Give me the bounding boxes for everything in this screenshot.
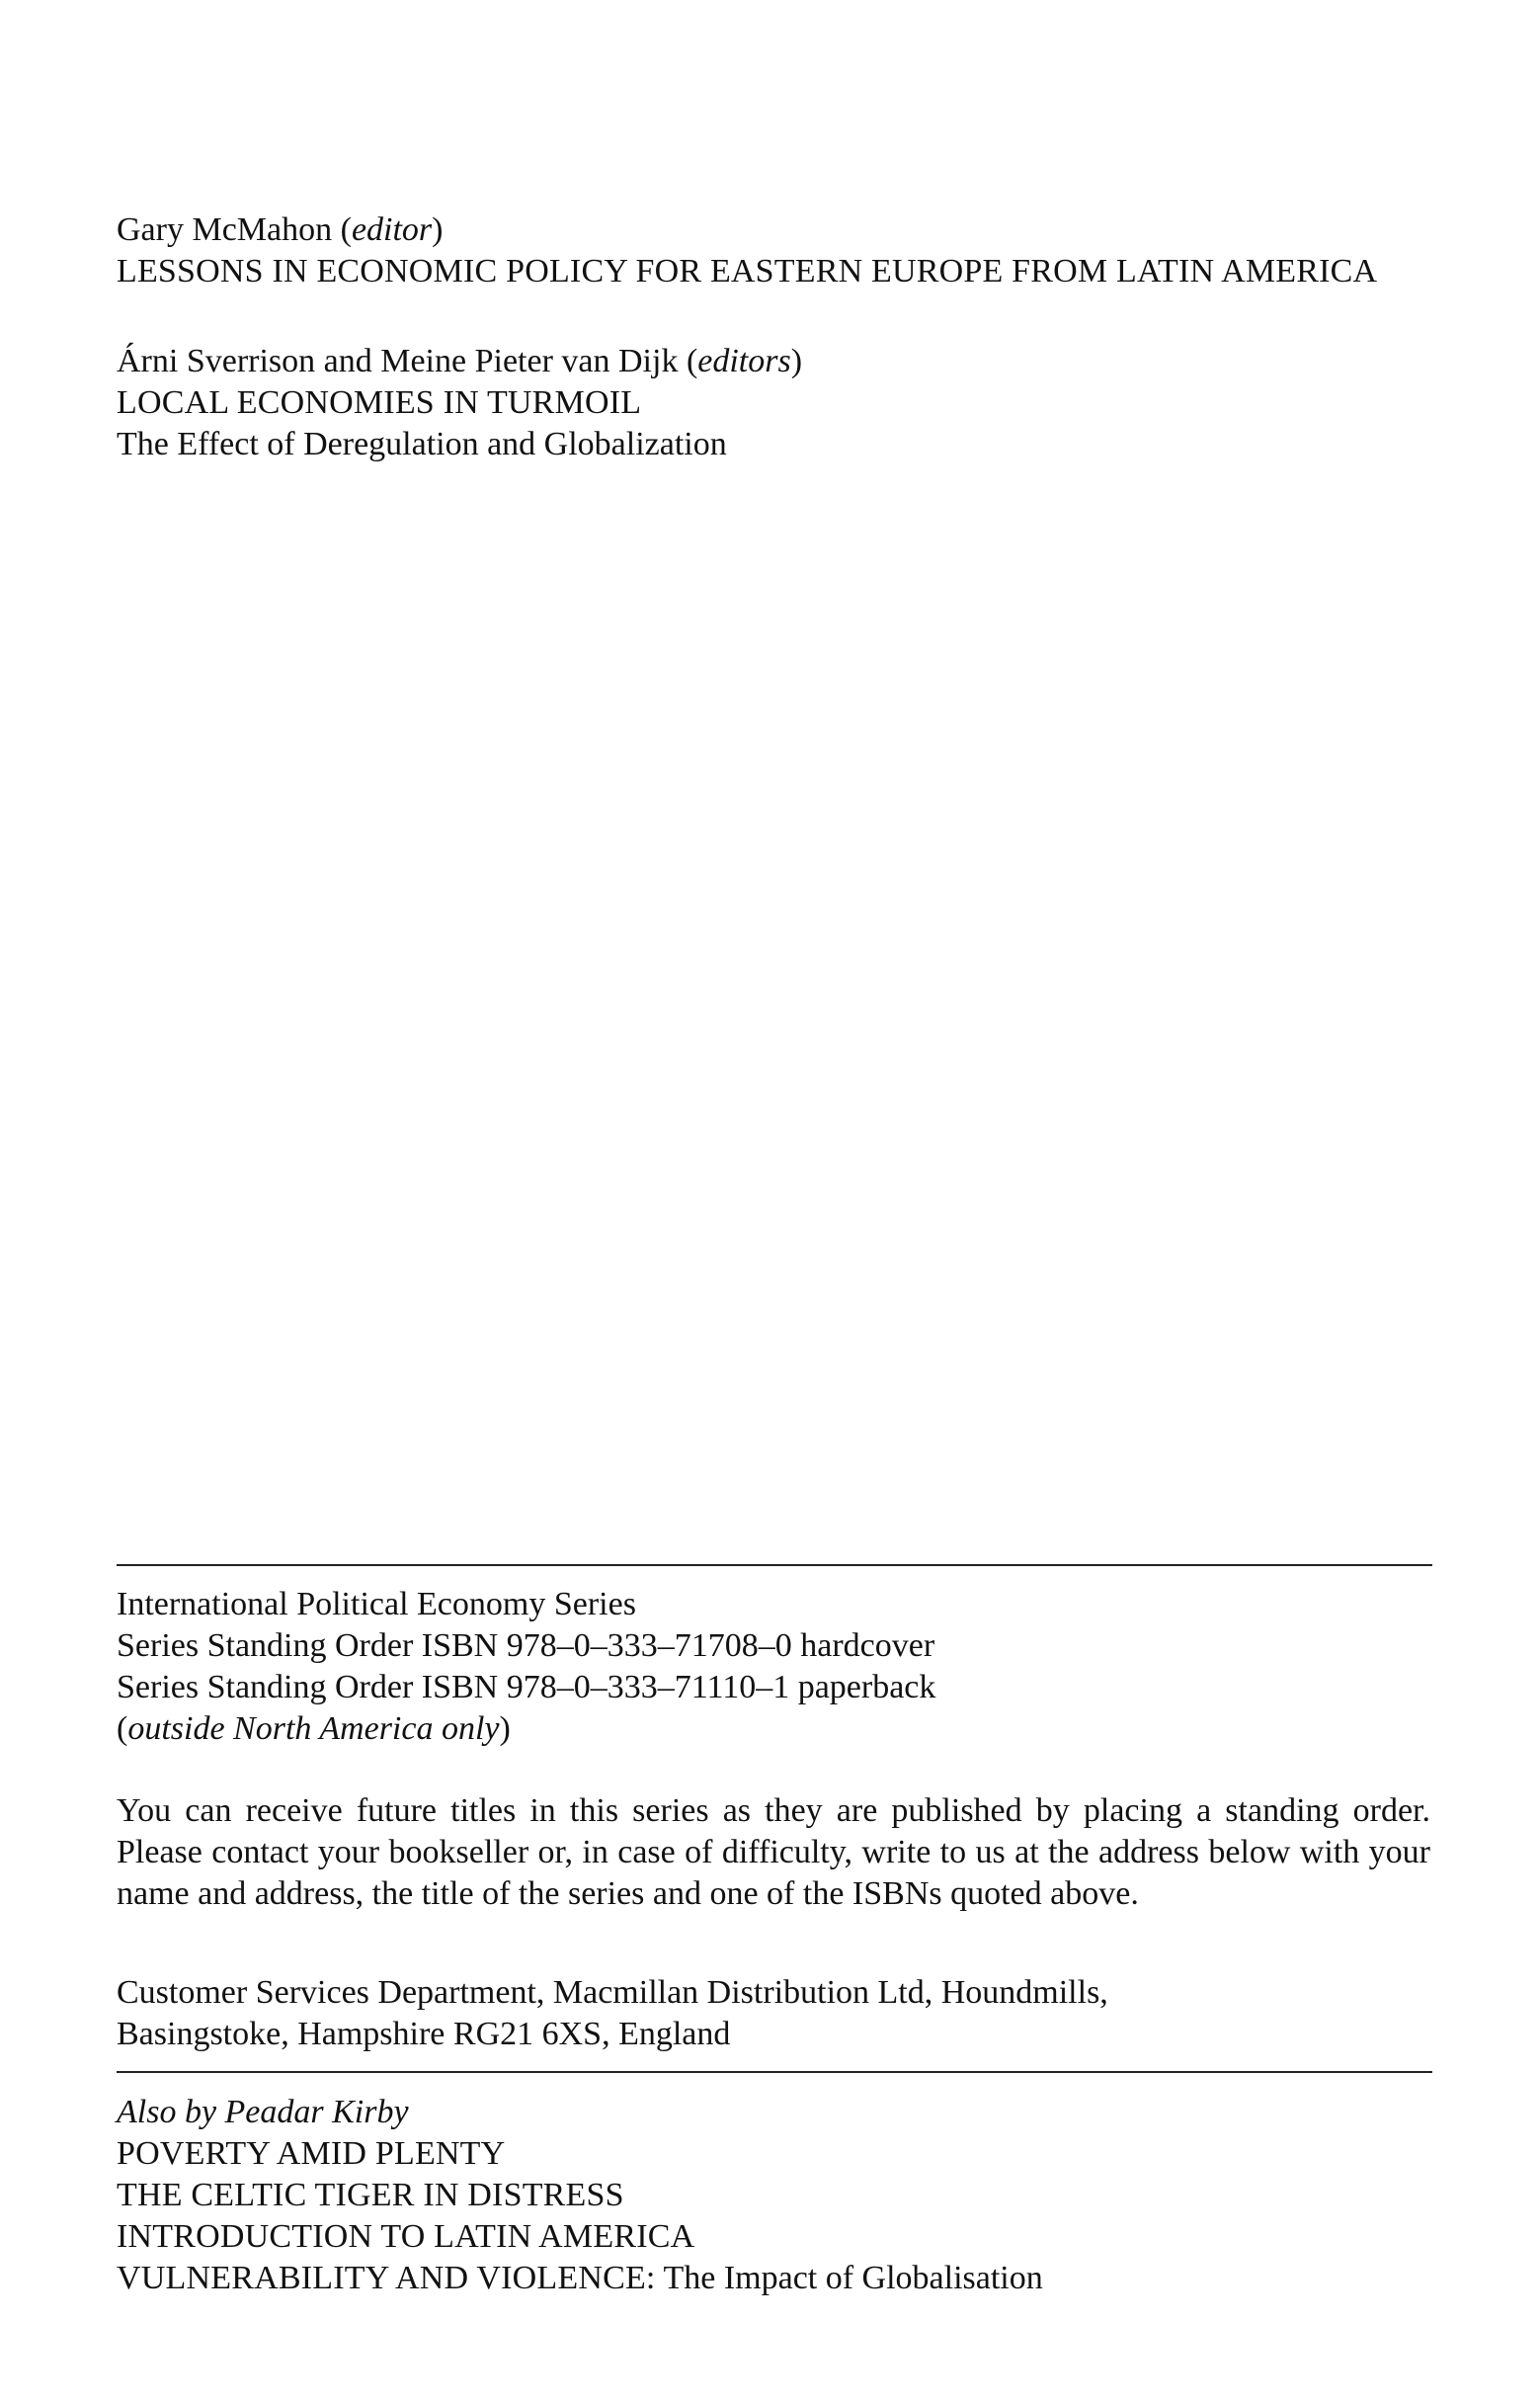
also-by-title-rest: The Impact of Globalisation: [663, 2260, 1043, 2296]
entry-title: LESSONS IN ECONOMIC POLICY FOR EASTERN EUROPE FROM LATIN AMERICA: [117, 253, 1378, 290]
series-info: [117, 1584, 1430, 1750]
address-block: [117, 1972, 1430, 2055]
address-line-2: Basingstoke, Hampshire RG21 6XS, England: [117, 2016, 731, 2052]
divider-top: [117, 1564, 1432, 1566]
also-by-title-last: [117, 2258, 1430, 2299]
also-by-heading: Also by Peadar Kirby: [117, 2094, 409, 2130]
series-name: International Political Economy Series: [117, 1586, 636, 1622]
entry-author-line: Gary McMahon (editor): [117, 211, 444, 248]
also-by-title-caps: VULNERABILITY AND VIOLENCE:: [117, 2260, 656, 2296]
series-isbn-hardcover: Series Standing Order ISBN 978–0–333–71708–0 hardcover: [117, 1627, 935, 1664]
address-line-1: Customer Services Department, Macmillan Distribution Ltd, Houndmills,: [117, 1974, 1108, 2011]
also-by-section: [117, 2092, 1430, 2299]
entry-author: Árni Sverrison and Meine Pieter van Dijk: [117, 343, 679, 379]
also-by-title: INTRODUCTION TO LATIN AMERICA: [117, 2218, 695, 2255]
series-isbn-paperback: Series Standing Order ISBN 978–0–333–71110–1 paperback: [117, 1669, 936, 1705]
entry-mcmahon: [117, 209, 1430, 292]
entry-role: editors: [697, 343, 791, 379]
series-region-line: (outside North America only): [117, 1710, 511, 1747]
entry-role: editor: [351, 211, 433, 248]
also-by-title: POVERTY AMID PLENTY: [117, 2135, 506, 2172]
entry-subtitle: The Effect of Deregulation and Globalization: [117, 426, 727, 462]
series-region-note: outside North America only: [127, 1710, 500, 1747]
divider-bottom: [117, 2071, 1432, 2073]
also-by-title: THE CELTIC TIGER IN DISTRESS: [117, 2177, 624, 2213]
entry-author: Gary McMahon: [117, 211, 333, 248]
entry-author-line: Árni Sverrison and Meine Pieter van Dijk (editors): [117, 343, 803, 379]
entry-sverrison: [117, 341, 1430, 465]
standing-order-text: You can receive future titles in this series as they are published by placing a standing order. Please contact your bookseller or, in case of difficulty, write to us at the address below with your name and address, the title of the series and one of the ISBNs quoted above.: [117, 1792, 1430, 1912]
standing-order-paragraph: [117, 1790, 1430, 1915]
entry-title: LOCAL ECONOMIES IN TURMOIL: [117, 384, 642, 421]
